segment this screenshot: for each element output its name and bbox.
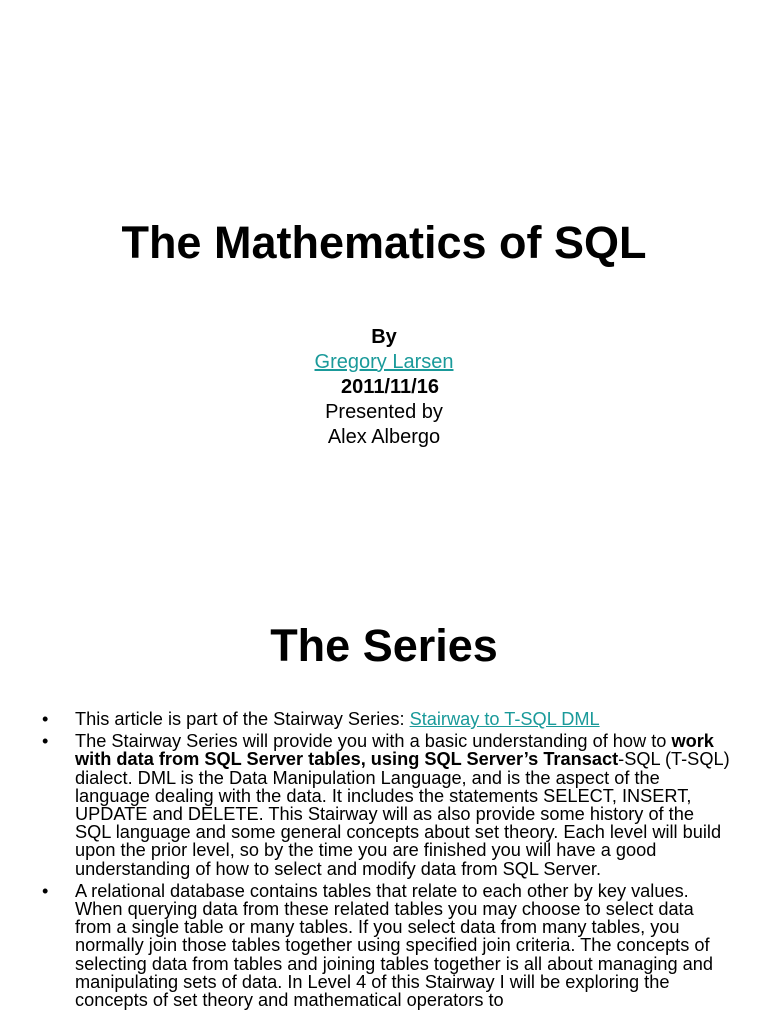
presentation-title: The Mathematics of SQL xyxy=(121,217,647,268)
bullet-text-end: -SQL (T-SQL) dialect. DML is the Data Manipulation Language, and is the aspect of the language dealing with the data. It includes the statements SELECT, INSERT, UPDATE and DELETE. This Stairway will as also provide some history of the SQL language and some general concepts about set theory. Each level will build upon the prior level, so by the time you are finished you will have a good understanding of how to select and modify data from SQL Server. xyxy=(75,749,730,879)
bullet-item-relational-database xyxy=(42,882,732,1009)
bullet-text: This article is part of the Stairway Series: xyxy=(75,709,410,729)
bullet-icon: • xyxy=(42,709,49,729)
bullet-icon: • xyxy=(42,731,49,752)
author-link[interactable]: Gregory Larsen xyxy=(314,351,454,373)
presented-by-label: Presented by xyxy=(325,401,443,423)
bullet-icon: • xyxy=(42,880,49,901)
bullet-item-stairway-series xyxy=(42,710,732,728)
bullet-text: The Stairway Series will provide you with a basic understanding of how to xyxy=(75,731,672,752)
bullet-bold-text: work with data from SQL Server tables, using SQL Server’s Transact xyxy=(75,731,714,770)
date-text: 2011/11/16 xyxy=(341,376,439,398)
bullet-item-series-overview xyxy=(42,732,732,878)
by-label: By xyxy=(371,326,397,348)
series-slide xyxy=(0,560,768,1024)
stairway-link[interactable]: Stairway to T-SQL DML xyxy=(409,709,600,729)
slide-title: The Series xyxy=(270,620,498,671)
presenter-name: Alex Albergo xyxy=(327,426,441,448)
byline-block xyxy=(0,325,768,450)
bullet-text: A relational database contains tables that relate to each other by key values. When querying data from these related tables you may choose to select data from a single table or many tables. If you select data from many tables, you normally join those tables together using specified join criteria. The concepts of selecting data from tables and joining tables together is all about managing and manipulating sets of data. In Level 4 of this Stairway I will be exploring the concepts of set theory and mathematical operators to xyxy=(75,880,713,1011)
bullet-list xyxy=(42,710,732,1013)
